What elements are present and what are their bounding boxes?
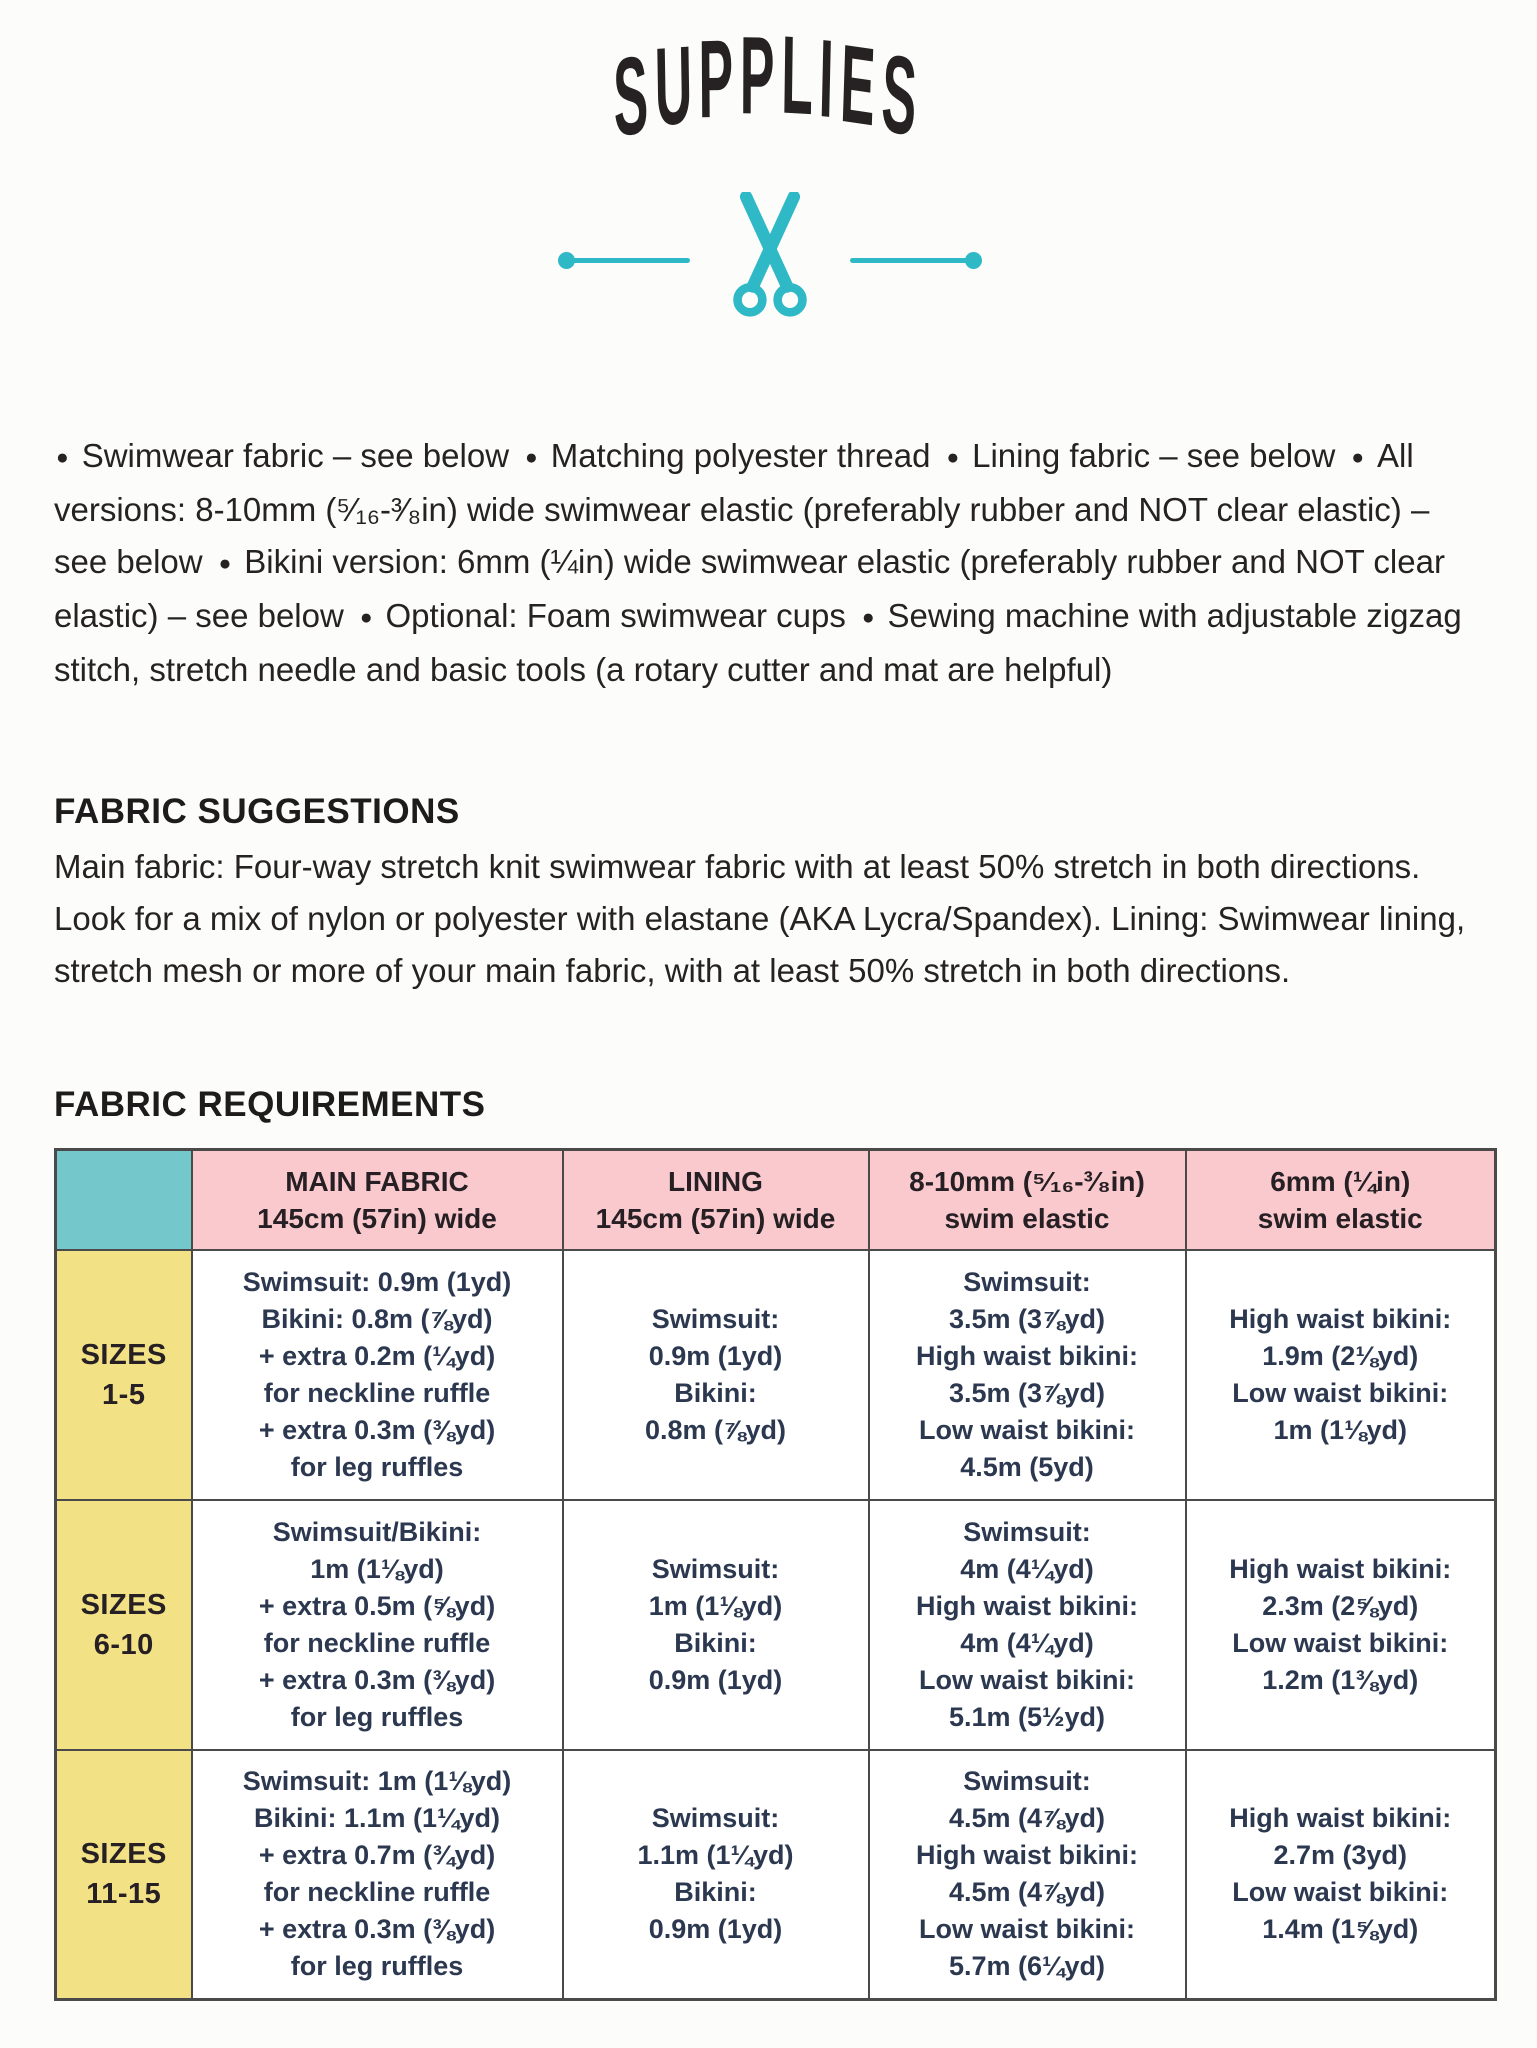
page-title (0, 12, 1537, 161)
table-row-sizes-1-5 (56, 1250, 1496, 1500)
fabric-requirements-table (54, 1148, 1497, 2001)
col-header-elastic-6mm: 6mm (¼in) swim elastic (1186, 1150, 1496, 1250)
cell-main-fabric-6-10: Swimsuit/Bikini: 1m (1⅛yd) + extra 0.5m (⅝yd) for neckline ruffle + extra 0.3m (⅜yd) for leg ruffles (192, 1500, 563, 1750)
cell-elastic-6mm-11-15: High waist bikini: 2.7m (3yd) Low waist bikini: 1.4m (1⅝yd) (1186, 1750, 1496, 2000)
bullet-icon: ● (861, 606, 875, 629)
row-label-sizes-6-10: SIZES 6-10 (56, 1500, 192, 1750)
table-corner-cell (56, 1150, 192, 1250)
supplies-list (54, 430, 1490, 696)
cell-elastic-8-10mm-11-15: Swimsuit: 4.5m (4⅞yd) High waist bikini: 4.5m (4⅞yd) Low waist bikini: 5.7m (6¼yd) (869, 1750, 1186, 2000)
supplies-item: Bikini version: 6mm (¼in) wide swimwear elastic (preferably rubber and NOT clear elastic) – see below (54, 543, 1445, 634)
col-header-lining: LINING 145cm (57in) wide (563, 1150, 869, 1250)
cell-main-fabric-11-15: Swimsuit: 1m (1⅛yd) Bikini: 1.1m (1¼yd) + extra 0.7m (¾yd) for neckline ruffle + extra 0.3m (⅜yd) for leg ruffles (192, 1750, 563, 2000)
cell-elastic-8-10mm-6-10: Swimsuit: 4m (4¼yd) High waist bikini: 4m (4¼yd) Low waist bikini: 5.1m (5½yd) (869, 1500, 1186, 1750)
col-header-main-fabric: MAIN FABRIC 145cm (57in) wide (192, 1150, 563, 1250)
cell-lining-6-10: Swimsuit: 1m (1⅛yd) Bikini: 0.9m (1yd) (563, 1500, 869, 1750)
supplies-item: Sewing machine with adjustable zigzag stitch, stretch needle and basic tools (a rotary cutter and mat are helpful) (54, 597, 1462, 688)
cell-elastic-6mm-6-10: High waist bikini: 2.3m (2⅝yd) Low waist bikini: 1.2m (1⅜yd) (1186, 1500, 1496, 1750)
supplies-item: Swimwear fabric – see below (81, 437, 510, 474)
cell-elastic-6mm-1-5: High waist bikini: 1.9m (2⅛yd) Low waist bikini: 1m (1⅛yd) (1186, 1250, 1496, 1500)
bullet-icon: ● (56, 446, 69, 469)
supplies-item: Matching polyester thread (550, 437, 931, 474)
cell-lining-11-15: Swimsuit: 1.1m (1¼yd) Bikini: 0.9m (1yd) (563, 1750, 869, 2000)
bullet-icon: ● (1351, 446, 1365, 469)
bullet-icon: ● (525, 446, 538, 469)
fabric-requirements-heading: FABRIC REQUIREMENTS (54, 1085, 486, 1124)
fabric-suggestions-text: Main fabric: Four-way stretch knit swimwear fabric with at least 50% stretch in both directions. Look for a mix of nylon or polyester with elastane (AKA Lycra/Spandex). Lining: Swimwear lining, stretch mesh or more of your main fabric, with at least 50% stretch in both directions. (54, 848, 1466, 989)
cell-elastic-8-10mm-1-5: Swimsuit: 3.5m (3⅞yd) High waist bikini: 3.5m (3⅞yd) Low waist bikini: 4.5m (5yd) (869, 1250, 1186, 1500)
table-row-sizes-6-10 (56, 1500, 1496, 1750)
supplies-item: Lining fabric – see below (972, 437, 1336, 474)
table-header-row (56, 1150, 1496, 1250)
table-row-sizes-11-15 (56, 1750, 1496, 2000)
cell-main-fabric-1-5: Swimsuit: 0.9m (1yd) Bikini: 0.8m (⅞yd) + extra 0.2m (¼yd) for neckline ruffle + extra 0.3m (⅜yd) for leg ruffles (192, 1250, 563, 1500)
bullet-icon: ● (359, 606, 373, 629)
divider-dot-right (965, 252, 982, 269)
page-title-text: SUPPLIES (612, 12, 926, 161)
supplies-item: All versions: 8-10mm (⁵⁄₁₆-³⁄₈in) wide swimwear elastic (preferably rubber and NOT clear elastic) – see below (54, 437, 1430, 580)
fabric-suggestions-heading: FABRIC SUGGESTIONS (54, 792, 460, 831)
supplies-item: Optional: Foam swimwear cups (385, 597, 846, 634)
divider-line-right (850, 258, 972, 263)
col-header-elastic-8-10mm: 8-10mm (⁵⁄₁₆-³⁄₈in) swim elastic (869, 1150, 1186, 1250)
bullet-icon: ● (218, 552, 232, 575)
row-label-sizes-11-15: SIZES 11-15 (56, 1750, 192, 2000)
divider-line-left (568, 258, 690, 263)
scissors-icon (722, 192, 818, 318)
row-label-sizes-1-5: SIZES 1-5 (56, 1250, 192, 1500)
scissors-divider (558, 188, 982, 320)
cell-lining-1-5: Swimsuit: 0.9m (1yd) Bikini: 0.8m (⅞yd) (563, 1250, 869, 1500)
bullet-icon: ● (946, 446, 960, 469)
